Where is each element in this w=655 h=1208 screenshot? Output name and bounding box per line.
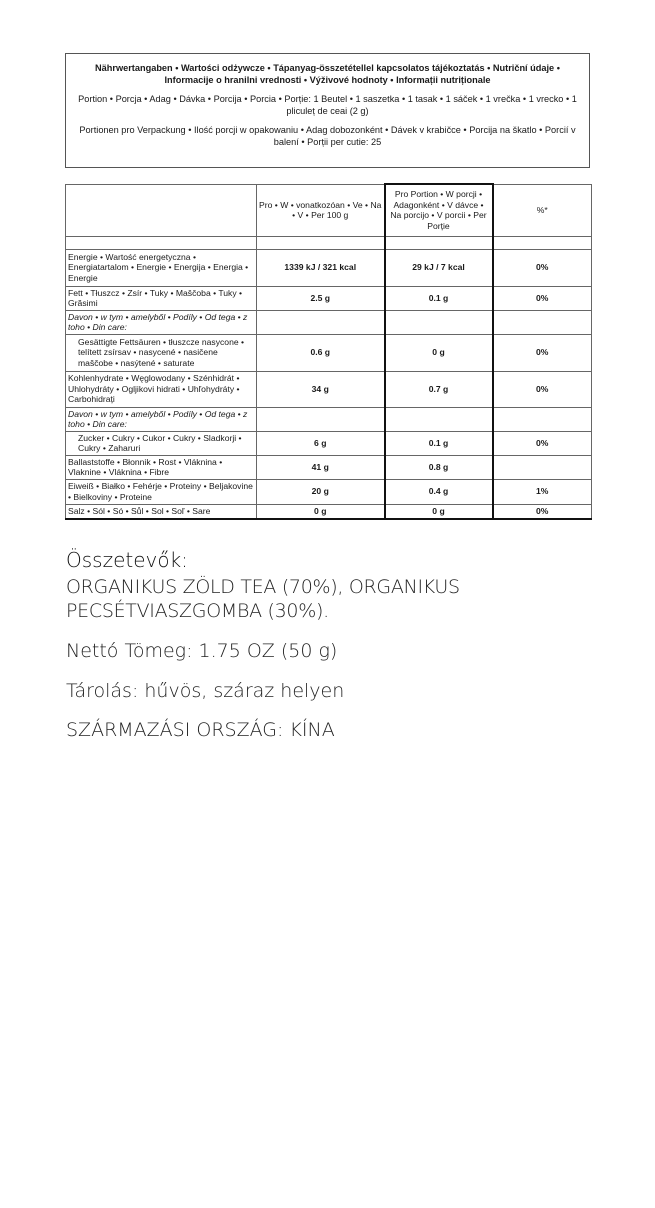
- ingredients-list: ORGANIKUS ZÖLD TEA (70%), ORGANIKUS PECSÉTVIASZGOMBA (30%).: [66, 576, 460, 622]
- table-row: [66, 310, 592, 334]
- spacer-cell: [493, 236, 592, 249]
- spacer-cell: [385, 236, 493, 249]
- spacer-row: [66, 236, 592, 249]
- spacer-cell: [257, 236, 385, 249]
- row-portion: 0 g: [385, 504, 493, 519]
- row-per100: [257, 407, 385, 431]
- col-ri-header: %*: [493, 184, 592, 236]
- row-ri: [493, 310, 592, 334]
- table-row: [66, 455, 592, 479]
- net-weight: Nettó Tömeg: 1.75 OZ (50 g): [66, 640, 338, 662]
- row-per100: 0.6 g: [257, 334, 385, 371]
- row-label: Kohlenhydrate • Węglowodany • Szénhidrát • Uhlohydráty • Ogljikovi hidrati • Uhľohydráty • Carbohidrați: [66, 371, 257, 407]
- nutrition-header-title: Nährwertangaben • Wartości odżywcze • Tápanyag-összetétellel kapcsolatos tájékoztatás • Nutriční údaje • Informacije o hranilni vrednosti • Výživové hodnoty • Informații nutriționale: [95, 63, 560, 85]
- row-portion: 0.7 g: [385, 371, 493, 407]
- table-row: [66, 479, 592, 504]
- row-portion: [385, 407, 493, 431]
- row-per100: 34 g: [257, 371, 385, 407]
- country-of-origin: SZÁRMAZÁSI ORSZÁG: KÍNA: [66, 719, 335, 741]
- nutrition-header-box: [65, 53, 590, 168]
- table-row: [66, 407, 592, 431]
- storage-instructions: Tárolás: hűvös, száraz helyen: [66, 680, 345, 702]
- row-ri: [493, 407, 592, 431]
- row-label: Davon • w tym • amelyből • Podíly • Od tega • z toho • Din care:: [66, 407, 257, 431]
- row-label: Eiweiß • Białko • Fehérje • Proteiny • Beljakovine • Bielkoviny • Proteine: [66, 479, 257, 504]
- ingredients-title: Összetevők:: [66, 548, 188, 572]
- row-ri: [493, 455, 592, 479]
- table-row: [66, 286, 592, 310]
- row-portion: 0 g: [385, 334, 493, 371]
- row-per100: 0 g: [257, 504, 385, 519]
- table-row: [66, 249, 592, 286]
- portions-per-pack-text: Portionen pro Verpackung • Ilość porcji w opakowaniu • Adag dobozonként • Dávek v krabičce • Porcija na škatlo • Porcií v balení • Porții per cutie: 25: [79, 125, 576, 147]
- header-empty-cell: [66, 184, 257, 236]
- spacer-cell: [66, 236, 257, 249]
- row-label: Fett • Tłuszcz • Zsír • Tuky • Maščoba • Tuky • Grăsimi: [66, 286, 257, 310]
- row-per100: 41 g: [257, 455, 385, 479]
- row-label: Davon • w tym • amelyből • Podíly • Od tega • z toho • Din care:: [66, 310, 257, 334]
- row-label: Zucker • Cukry • Cukor • Cukry • Sladkorji • Cukry • Zaharuri: [66, 431, 257, 455]
- table-header-row: [66, 184, 592, 236]
- row-label: Gesättigte Fettsäuren • tłuszcze nasycone • telített zsírsav • nasycené • nasičene maščobe • nasýtené • saturate: [66, 334, 257, 371]
- row-portion: 0.1 g: [385, 431, 493, 455]
- row-per100: 20 g: [257, 479, 385, 504]
- row-portion: [385, 310, 493, 334]
- portion-size-text: Portion • Porcja • Adag • Dávka • Porcija • Porcia • Porție: 1 Beutel • 1 saszetka • 1 tasak • 1 sáček • 1 vrečka • 1 vrecko • 1 pliculeț de ceai (2 g): [78, 94, 577, 116]
- row-label: Ballaststoffe • Błonnik • Rost • Vláknina • Vlaknine • Vláknina • Fibre: [66, 455, 257, 479]
- row-ri: 1%: [493, 479, 592, 504]
- row-portion: 0.8 g: [385, 455, 493, 479]
- row-per100: [257, 310, 385, 334]
- row-per100: 1339 kJ / 321 kcal: [257, 249, 385, 286]
- row-per100: 2.5 g: [257, 286, 385, 310]
- row-ri: 0%: [493, 431, 592, 455]
- table-row: [66, 504, 592, 519]
- row-ri: 0%: [493, 334, 592, 371]
- col-portion-header: Pro Portion • W porcji • Adagonként • V dávce • Na porcijo • V porcii • Per Porție: [385, 184, 493, 236]
- row-ri: 0%: [493, 249, 592, 286]
- row-label: Energie • Wartość energetyczna • Energiatartalom • Energie • Energija • Energia • Energie: [66, 249, 257, 286]
- row-portion: 29 kJ / 7 kcal: [385, 249, 493, 286]
- row-portion: 0.4 g: [385, 479, 493, 504]
- row-label: Salz • Sól • Só • Sůl • Sol • Soľ • Sare: [66, 504, 257, 519]
- row-portion: 0.1 g: [385, 286, 493, 310]
- nutrition-table: [65, 183, 592, 520]
- table-row: [66, 334, 592, 371]
- row-per100: 6 g: [257, 431, 385, 455]
- row-ri: 0%: [493, 371, 592, 407]
- col-per100-header: Pro • W • vonatkozóan • Ve • Na • V • Per 100 g: [257, 184, 385, 236]
- row-ri: 0%: [493, 504, 592, 519]
- table-row: [66, 371, 592, 407]
- row-ri: 0%: [493, 286, 592, 310]
- table-row: [66, 431, 592, 455]
